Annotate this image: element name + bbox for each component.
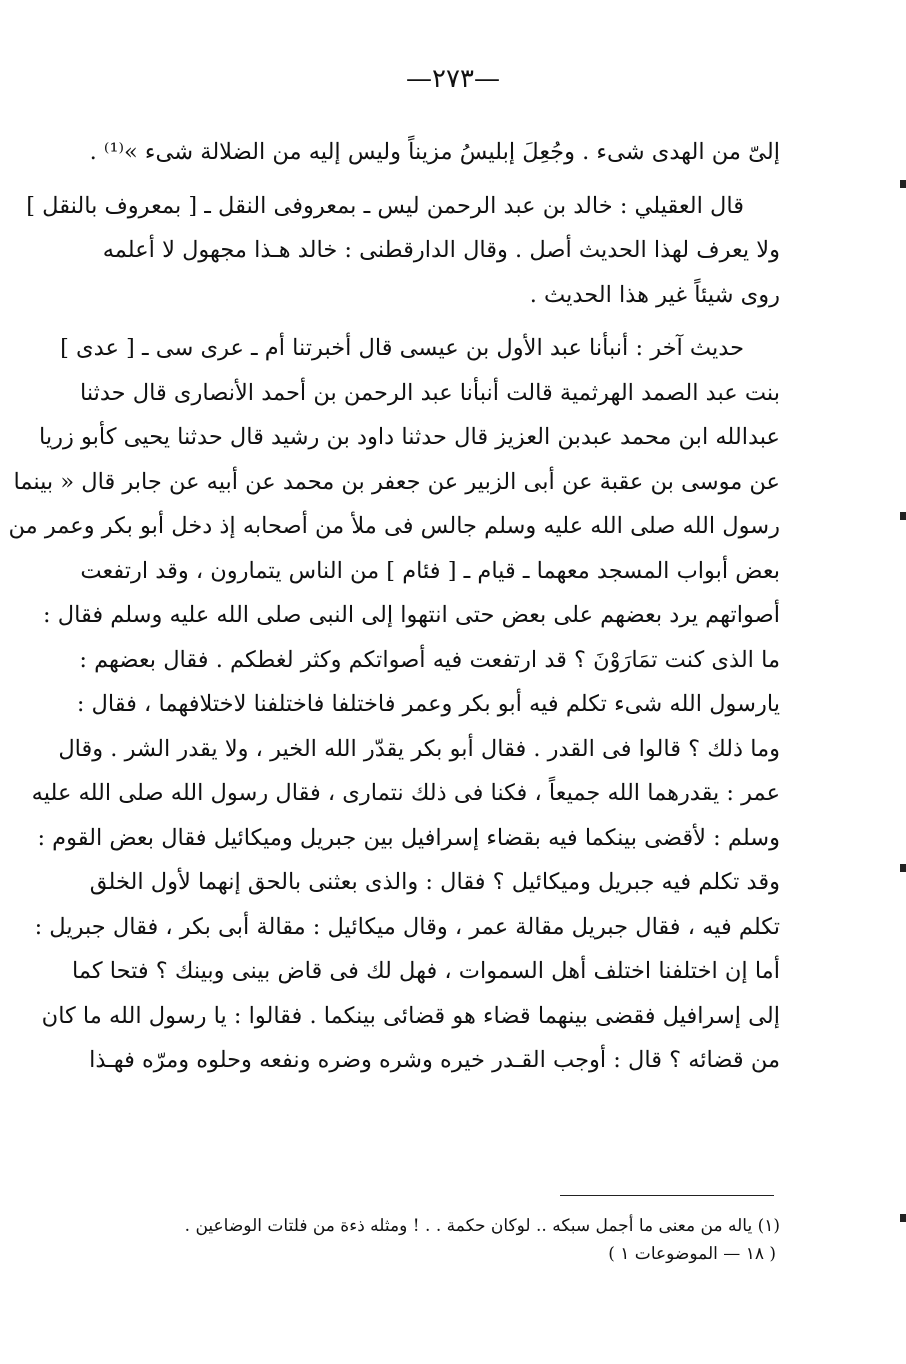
text-line: إلىّ من الهدى شىء . وجُعِلَ إبليسُ مزيناً وليس إليه من الضلالة شىء »⁽¹⁾ . <box>89 139 780 165</box>
text-line: ما الذى كنت تمَارَوْنَ ؟ قد ارتفعت فيه أصواتكم وكثر لغطكم . فقال بعضهم : <box>79 646 780 673</box>
text-line: رسول الله صلى الله عليه وسلم جالس فى ملأ من أصحابه إذ دخل أبو بكر وعمر من <box>8 513 780 539</box>
text-line: ولا يعرف لهذا الحديث أصل . وقال الدارقطنى : خالد هـذا مجهول لا أعلمه <box>102 237 780 263</box>
text-line: وسلم : لأقضى بينكما فيه بقضاء إسرافيل بين جبريل وميكائيل فقال بعض القوم : <box>37 824 780 851</box>
text-line: أما إن اختلفنا اختلف أهل السموات ، فهل لك فى قاض بينى وبينك ؟ فتحا كما <box>71 958 780 984</box>
signature-mark: ( ١٨ — الموضوعات ١ ) <box>608 1244 776 1264</box>
text-line: من قضائه ؟ قال : أوجب القـدر خيره وشره وضره ونفعه وحلوه ومرّه فهـذا <box>89 1047 780 1073</box>
edge-mark <box>900 512 906 520</box>
text-line: عمر : يقدرهما الله جميعاً ، فكنا فى ذلك نتمارى ، فقال رسول الله صلى الله عليه <box>31 780 780 806</box>
text-line: إلى إسرافيل فقضى بينهما قضاء هو قضائى بينكما . فقالوا : يا رسول الله ما كان <box>41 1002 780 1029</box>
text-line: بعض أبواب المسجد معهما ـ قيام ـ [ فئام ] من الناس يتمارون ، وقد ارتفعت <box>80 557 780 584</box>
text-line: حديث آخر : أنبأنا عبد الأول بن عيسى قال أخبرتنا أم ـ عرى سى ـ [ عدى ] <box>60 335 744 361</box>
paragraph-gap <box>108 317 780 326</box>
text-line: قال العقيلي : خالد بن عبد الرحمن ليس ـ بمعروفى النقل ـ [ بمعروف بالنقل ] <box>26 192 744 219</box>
edge-mark <box>900 1214 906 1222</box>
page-number: —٢٧٣— <box>406 64 500 94</box>
footnotes <box>108 1212 780 1268</box>
text-line: أصواتهم يرد بعضهم على بعض حتى انتهوا إلى النبى صلى الله عليه وسلم فقال : <box>43 602 780 628</box>
text-line: وما ذلك ؟ قالوا فى القدر . فقال أبو بكر يقدّر الله الخير ، ولا يقدر الشر . وقال <box>58 735 780 762</box>
footnote-divider <box>560 1195 774 1196</box>
paragraph-gap <box>108 175 780 184</box>
footnote-1: (١) ياله من معنى ما أجمل سبكه .. لوكان حكمة . . ! ومثله ذءة من فلتات الوضاعين . <box>184 1216 780 1236</box>
text-line: تكلم فيه ، فقال جبريل مقالة عمر ، وقال ميكائيل : مقالة أبى بكر ، فقال جبريل : <box>34 913 780 940</box>
edge-mark <box>900 864 906 872</box>
text-line: عبدالله ابن محمد عبدبن العزيز قال حدثنا داود بن رشيد قال حدثنا يحيى كأبو زريا <box>39 424 780 450</box>
text-line: بنت عبد الصمد الهرثمية قالت أنبأنا عبد الرحمن بن أحمد الأنصارى قال حدثنا <box>79 379 780 406</box>
text-line: عن موسى بن عقبة عن أبى الزبير عن جعفر بن محمد عن أبيه عن جابر قال « بينما <box>13 468 780 495</box>
text-line: روى شيئاً غير هذا الحديث . <box>529 281 780 308</box>
main-text <box>8 130 780 1083</box>
text-line: يارسول الله شىء تكلم فيه أبو بكر وعمر فاختلفا فاختلفنا لاختلافهما ، فقال : <box>76 691 780 717</box>
text-line: وقد تكلم فيه جبريل وميكائيل ؟ فقال : والذى بعثنى بالحق إنهما لأول الخلق <box>89 869 780 895</box>
edge-mark <box>900 180 906 188</box>
